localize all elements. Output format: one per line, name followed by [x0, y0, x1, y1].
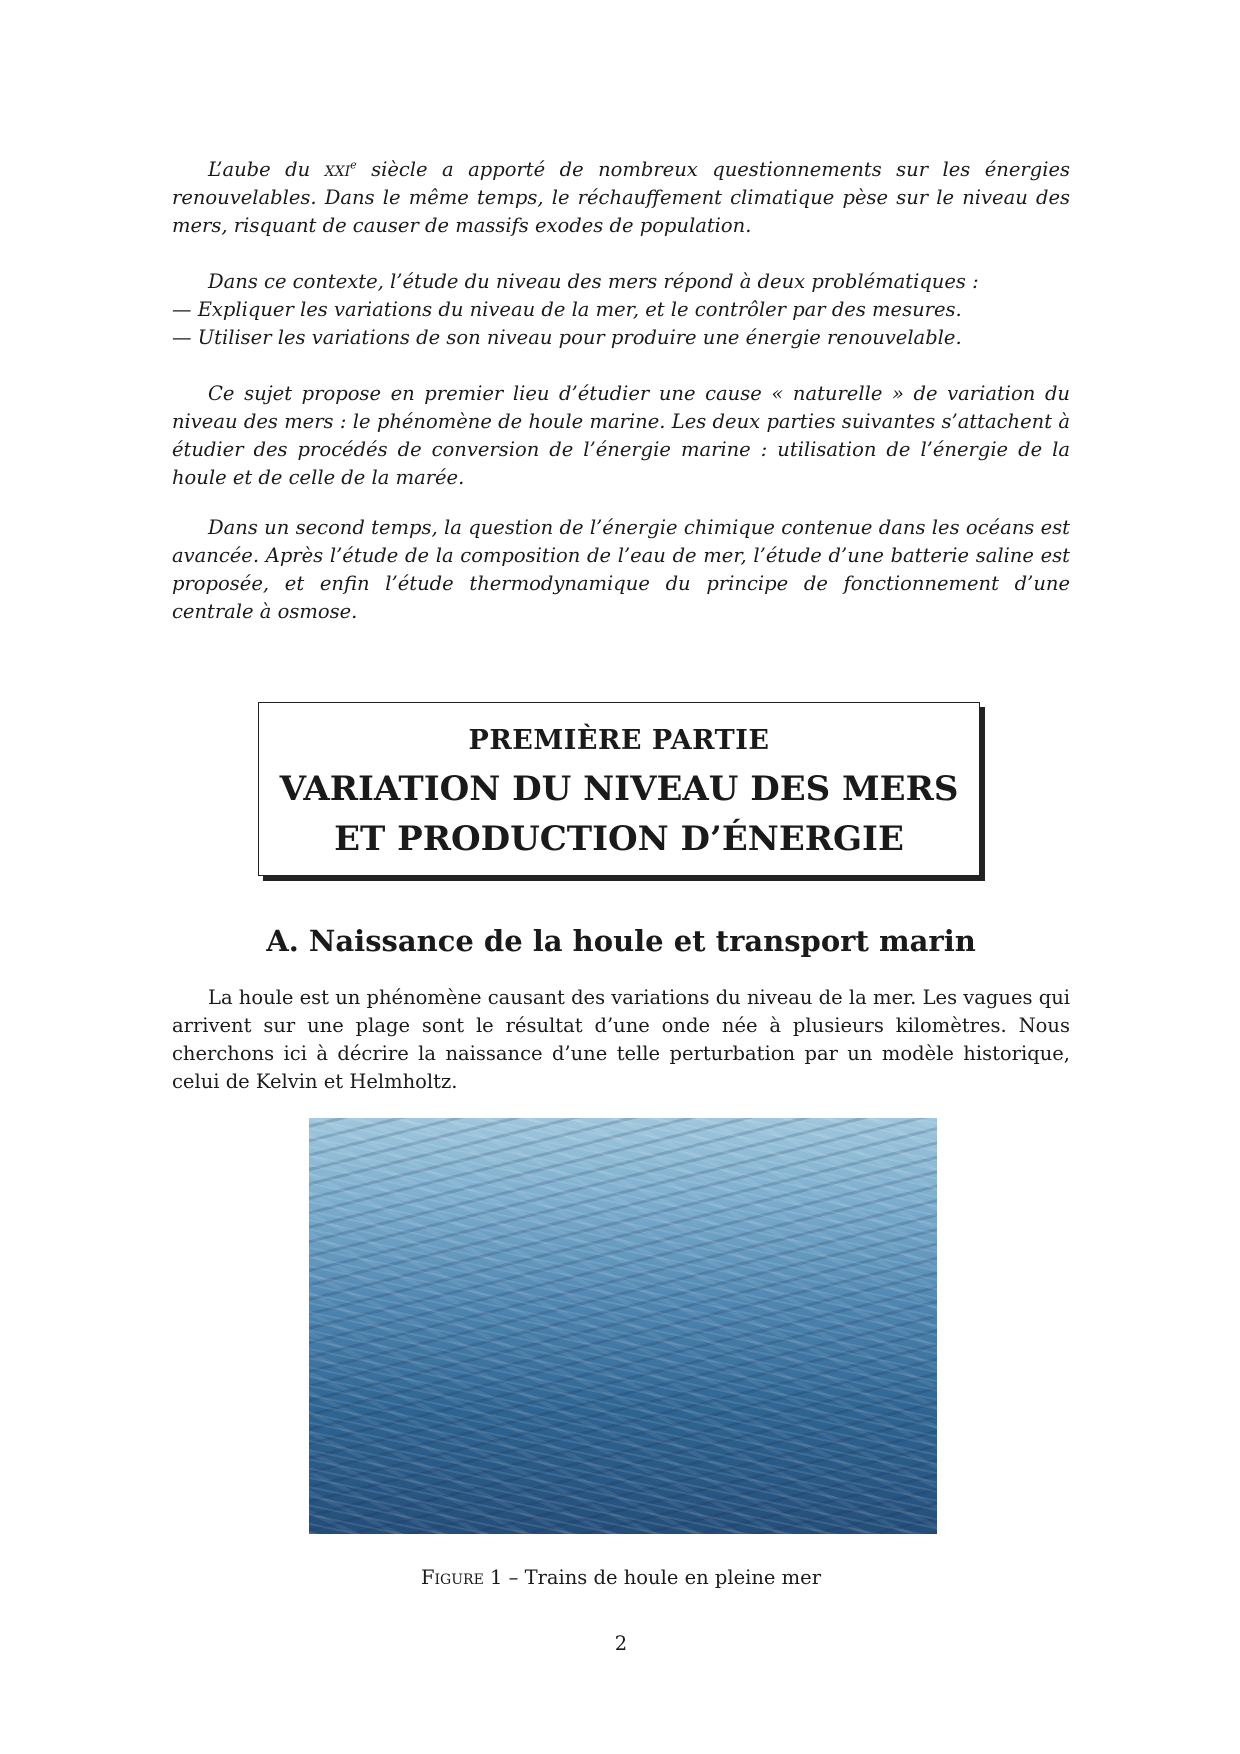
intro-list-item: — Expliquer les variations du niveau de la mer, et le contrôler par des mesures. — [172, 298, 962, 321]
intro-paragraph-3 — [172, 380, 1070, 492]
intro-paragraph-1 — [172, 156, 1070, 240]
figure-caption-text: Trains de houle en pleine mer — [524, 1566, 822, 1589]
section-body-paragraph: La houle est un phénomène causant des variations du niveau de la mer. Les vagues qui arrivent sur une plage sont le résultat d’une onde née à plusieurs kilomètres. Nous cherchons ici à décrire la naissance d’une telle perturbation par un modèle historique, celui de Kelvin et Helmholtz. — [172, 986, 1070, 1093]
intro-p4-text: Dans un second temps, la question de l’énergie chimique contenue dans les océans est avancée. Après l’étude de la composition de l’eau de mer, l’étude d’une batterie saline est proposée, et enfin l’étude thermodynamique du principe de fonctionnement d’une centrale à osmose. — [172, 516, 1070, 623]
intro-p3-text: Ce sujet propose en premier lieu d’étudier une cause « naturelle » de variation du niveau des mers : le phénomène de houle marine. Les deux parties suivantes s’attachent à étudier des procédés de conversion de l’énergie marine : utilisation de l’énergie de la houle et de celle de la marée. — [172, 382, 1070, 489]
century-numeral: xxi — [324, 158, 351, 181]
century-superscript: e — [350, 158, 357, 172]
intro-p1-start: L’aube du — [208, 158, 325, 181]
part-title-line-2: ET PRODUCTION D’ÉNERGIE — [334, 819, 904, 859]
intro-paragraph-2 — [172, 268, 1070, 352]
figure-caption — [172, 1566, 1070, 1589]
part-label: PREMIÈRE PARTIE — [468, 725, 770, 756]
part-title-line-1: VARIATION DU NIVEAU DES MERS — [279, 769, 959, 809]
intro-paragraph-4 — [172, 514, 1070, 626]
figure-label: Figure 1 — [420, 1566, 503, 1589]
part-title-box — [258, 702, 980, 876]
intro-p2-text: Dans ce contexte, l’étude du niveau des mers répond à deux problématiques : — [208, 270, 979, 293]
ocean-swell-photo — [309, 1118, 937, 1534]
intro-list-item: — Utiliser les variations de son niveau pour produire une énergie renouvelable. — [172, 326, 962, 349]
page-number: 2 — [614, 1632, 628, 1655]
intro-p1-end: siècle a apporté de nombreux questionnements sur les énergies renouvelables. Dans le même temps, le réchauffement climatique pèse sur le niveau des mers, risquant de causer de massifs exodes de population. — [172, 158, 1070, 237]
part-title — [259, 764, 979, 864]
figure-separator: – — [502, 1566, 525, 1589]
section-heading: A. Naissance de la houle et transport marin — [266, 924, 976, 958]
